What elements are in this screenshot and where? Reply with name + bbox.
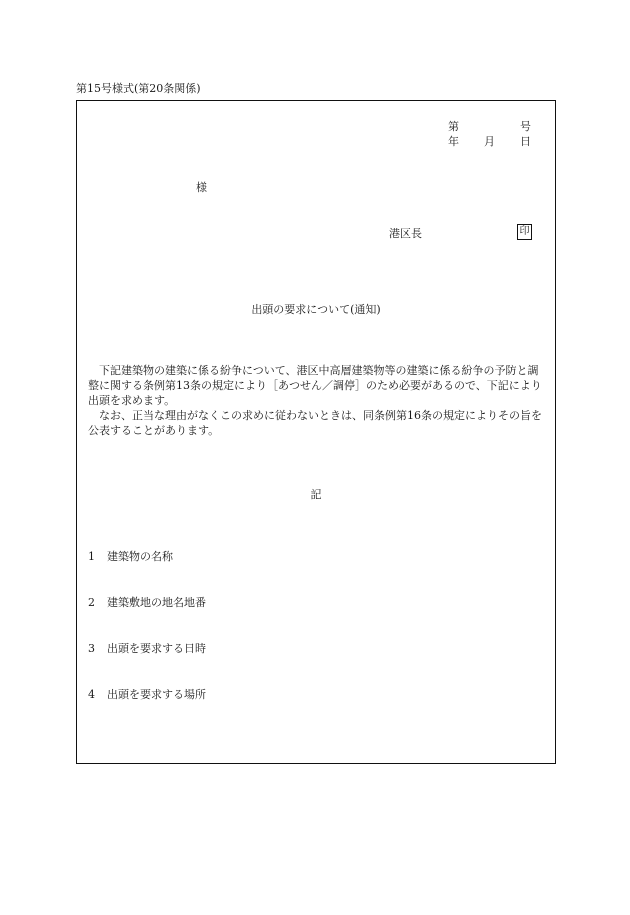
date-year: 年 <box>448 135 459 148</box>
list-item <box>88 596 206 610</box>
item-label: 出頭を要求する場所 <box>107 688 206 701</box>
sender-title: 港区長 <box>389 227 422 240</box>
body-text <box>88 363 546 438</box>
addressee-suffix: 様 <box>196 181 207 194</box>
number-prefix: 第 <box>448 120 459 133</box>
item-number: 3 <box>88 642 95 655</box>
list-item <box>88 550 173 564</box>
record-label: 記 <box>310 488 322 501</box>
form-number: 第15号様式(第20条関係) <box>76 82 201 95</box>
list-item <box>88 642 206 656</box>
item-number: 1 <box>88 550 95 563</box>
item-label: 建築物の名称 <box>107 550 173 563</box>
list-item <box>88 688 206 702</box>
number-suffix: 号 <box>520 120 531 133</box>
item-label: 出頭を要求する日時 <box>107 642 206 655</box>
item-label: 建築敷地の地名地番 <box>107 596 206 609</box>
item-number: 4 <box>88 688 95 701</box>
seal-mark: 印 <box>517 224 532 240</box>
date-month: 月 <box>484 135 495 148</box>
body-paragraph-2: なお、正当な理由がなくこの求めに従わないときは、同条例第16条の規定によりその旨を公表することがあります。 <box>88 409 542 437</box>
date-day: 日 <box>520 135 531 148</box>
document-title: 出頭の要求について(通知) <box>251 303 381 316</box>
item-number: 2 <box>88 596 95 609</box>
body-paragraph-1: 下記建築物の建築に係る紛争について、港区中高層建築物等の建築に係る紛争の予防と調整に関する条例第13条の規定により［あつせん／調停］のため必要があるので、下記により出頭を求めます。 <box>88 364 542 407</box>
